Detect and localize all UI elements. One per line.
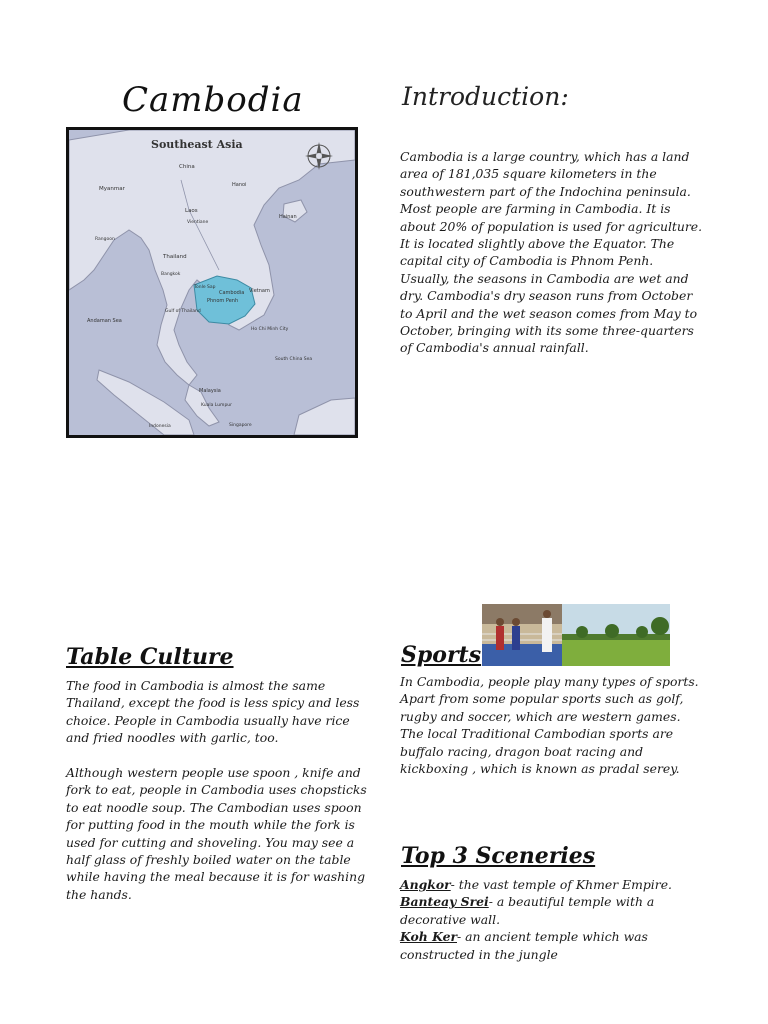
table-culture-paragraph: Although western people use spoon , knife and fork to eat, people in Cambodia uses chopsticks to eat noodle soup. The Cambodian uses spoon for putting food in the mouth while the fork is used for cutting and shoveling. You may see a half glass of freshly boiled water on the table while having the meal because it is for washing the hands. — [66, 765, 367, 902]
scenery-description: - the vast temple of Khmer Empire. — [450, 877, 672, 892]
map-label-rangoon: Rangoon — [95, 237, 115, 242]
map-label-bangkok: Bangkok — [161, 272, 181, 277]
table-culture-text — [66, 677, 372, 921]
scenery-name: Koh Ker — [400, 929, 457, 945]
sceneries-heading: Top 3 Sceneries — [401, 843, 596, 869]
southeast-asia-map — [66, 127, 358, 438]
table-culture-paragraph: The food in Cambodia is almost the same Thailand, except the food is less spicy and less choice. People in Cambodia usually have rice and fried noodles with garlic, too. — [66, 678, 360, 746]
map-label-vientiane: Vientiane — [187, 220, 209, 225]
list-item — [400, 893, 700, 928]
page-title: Cambodia — [122, 80, 304, 120]
map-label-myanmar: Myanmar — [99, 186, 125, 192]
map-label-indonesia: Indonesia — [149, 424, 171, 429]
map-label-andaman: Andaman Sea — [87, 318, 122, 324]
map-label-ho-chi-minh: Ho Chi Minh City — [251, 327, 289, 332]
sports-photo — [482, 604, 670, 666]
map-label-cambodia: Cambodia — [219, 290, 245, 296]
list-item — [400, 876, 700, 893]
list-item — [400, 928, 700, 963]
scenery-description: - a beautiful temple with a decorative wall. — [400, 894, 655, 927]
map-label-kuala-lumpur: Kuala Lumpur — [201, 403, 232, 408]
map-heading: Southeast Asia — [151, 138, 243, 151]
scenery-name: Banteay Srei — [400, 894, 489, 910]
scenery-name: Angkor — [400, 877, 451, 892]
map-label-vietnam: Vietnam — [249, 288, 270, 294]
map-label-singapore: Singapore — [229, 423, 252, 428]
introduction-heading: Introduction: — [402, 82, 569, 111]
map-label-china: China — [179, 164, 195, 170]
map-label-malaysia: Malaysia — [199, 388, 221, 394]
map-label-phnom-penh: Phnom Penh — [207, 298, 239, 304]
map-label-gulf: Gulf of Thailand — [165, 309, 201, 314]
map-label-south-china-sea: South China Sea — [275, 357, 313, 362]
sports-heading: Sports — [401, 642, 482, 668]
sports-text: In Cambodia, people play many types of sports. Apart from some popular sports such as golf, rugby and soccer, which are western games. The local Traditional Cambodian sports are buffalo racing, dragon boat racing and kickboxing , which is known as pradal serey. — [400, 674, 699, 777]
map-label-hanoi: Hanoi — [232, 182, 247, 188]
introduction-text: Cambodia is a large country, which has a land area of 181,035 square kilometers in the southwestern part of the Indochina peninsula. Most people are farming in Cambodia. It is about 20% of population is used for agriculture. It is located slightly above the Equator. The capital city of Cambodia is Phnom Penh. Usually, the seasons in Cambodia are wet and dry. Cambodia's dry season runs from October to April and the wet season comes from May to October, bringing with its some three-quarters of Cambodia's annual rainfall. — [400, 149, 703, 356]
map-label-thailand: Thailand — [163, 254, 187, 260]
map-label-laos: Laos — [185, 208, 198, 214]
table-culture-heading: Table Culture — [66, 644, 234, 670]
map-label-hainan: Hainan — [279, 214, 297, 220]
map-label-tonle-sap: Tonle Sap — [194, 285, 216, 290]
scenery-description: - an ancient temple which was constructed in the jungle — [400, 929, 648, 962]
sceneries-list — [400, 876, 700, 963]
